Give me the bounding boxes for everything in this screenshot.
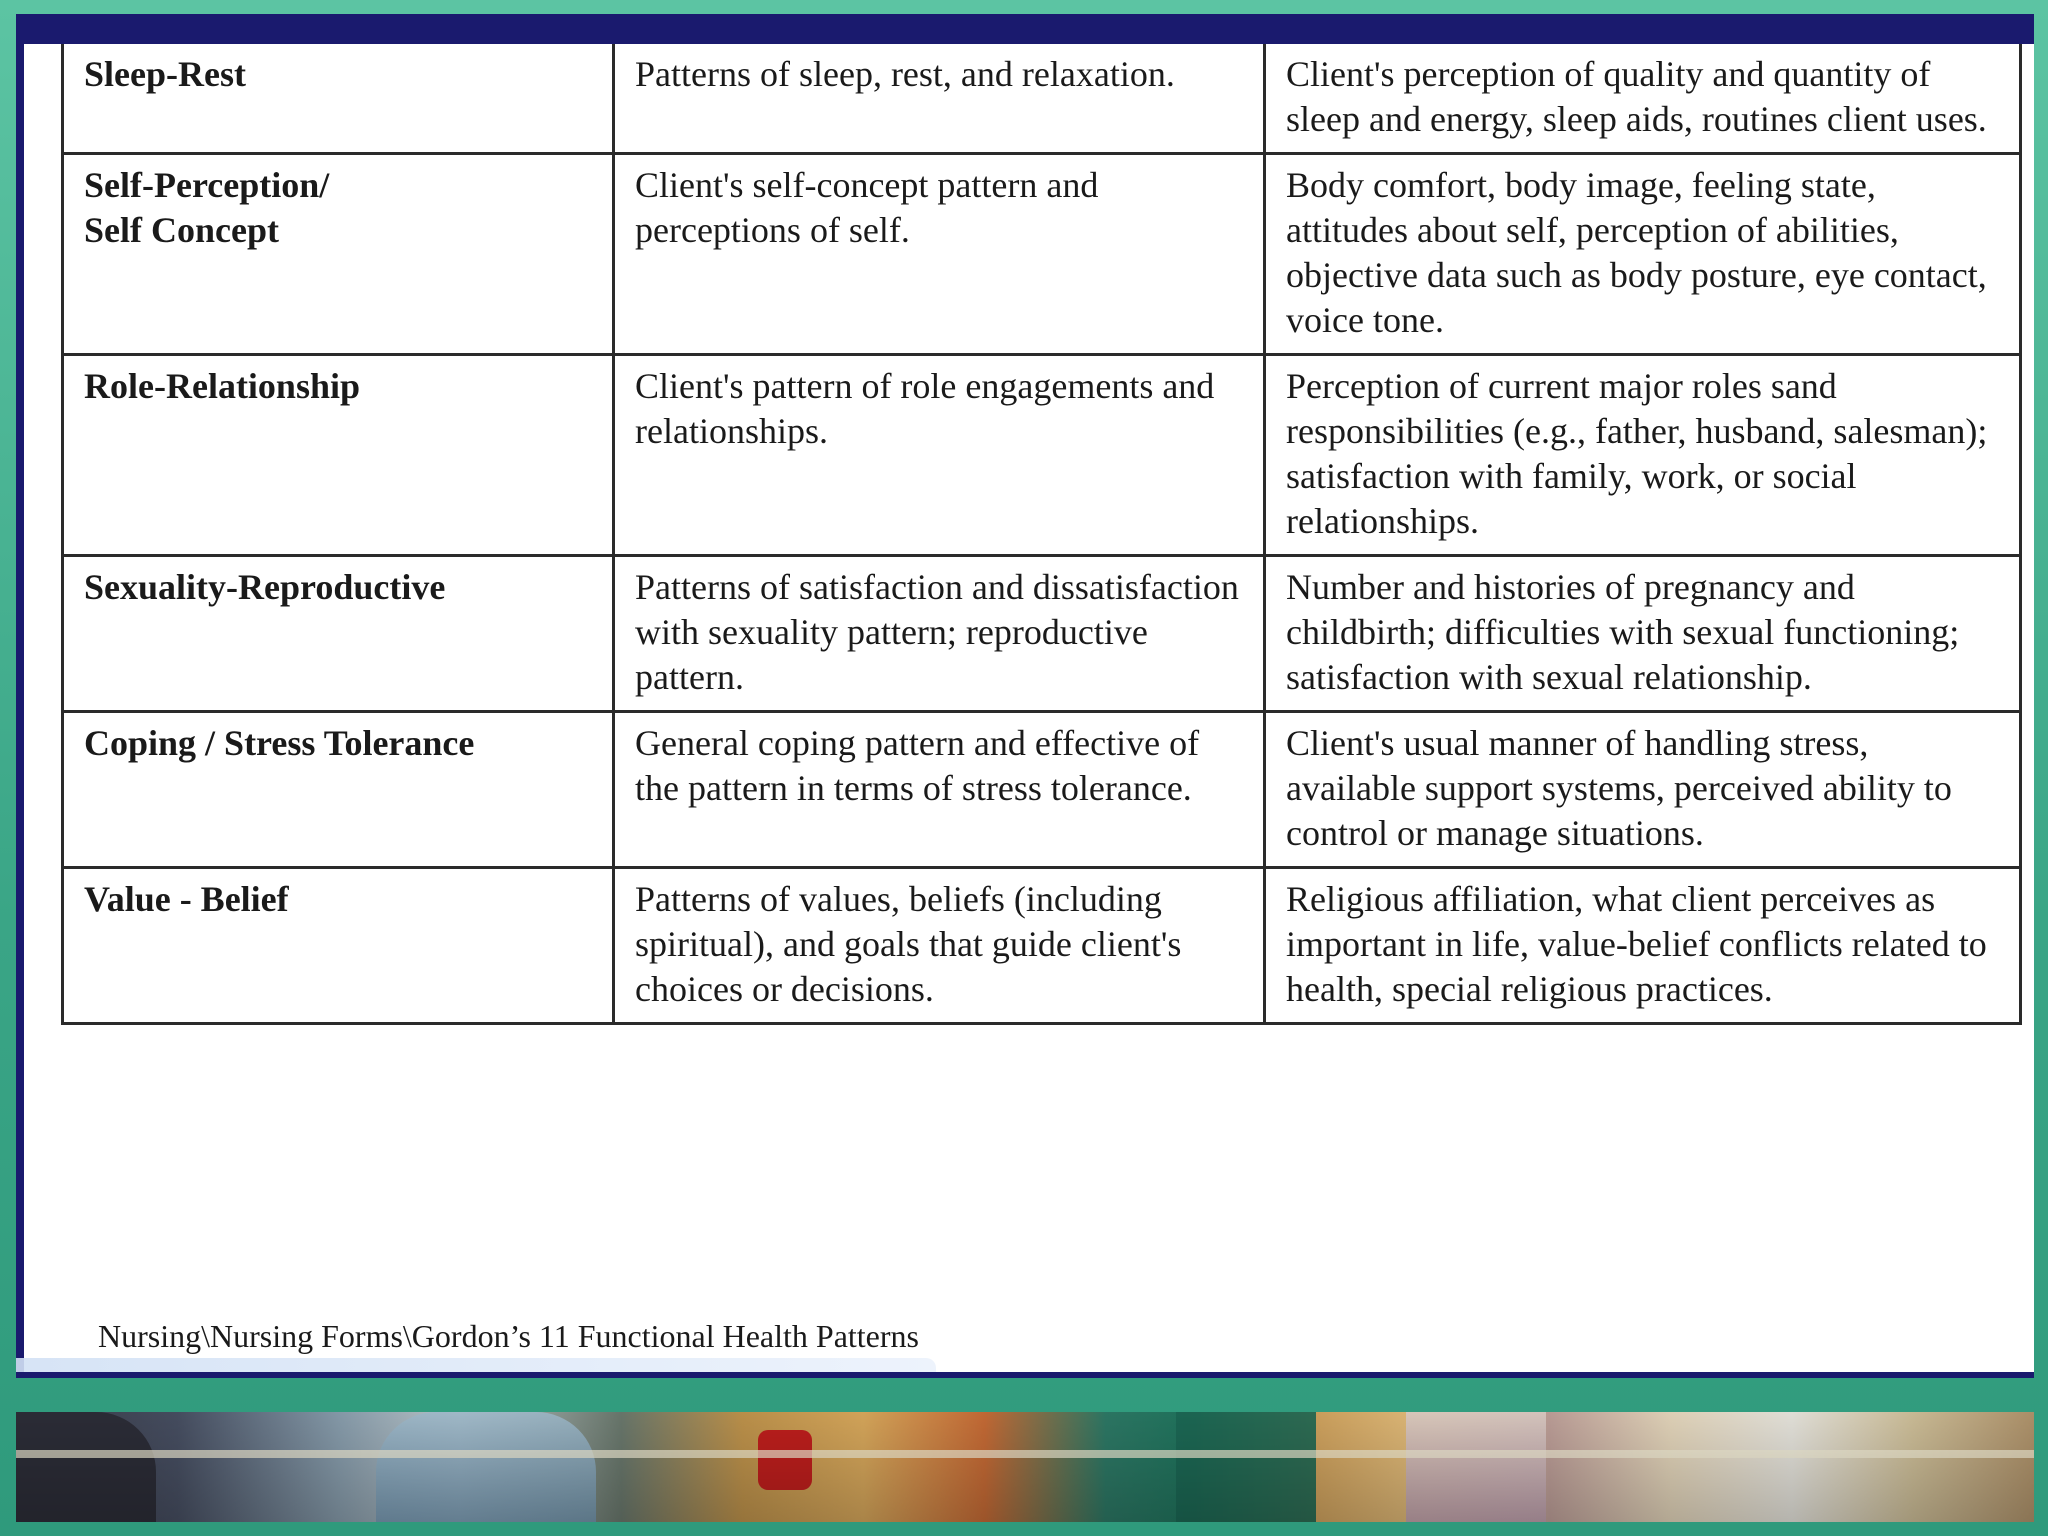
pattern-assessment-cell: Body comfort, body image, feeling state, attitudes about self, perception of abilities, objective data such as body posture, eye contact, voice tone. — [1265, 154, 2021, 355]
table-row — [63, 712, 2021, 868]
pattern-assessment-cell: Number and histories of pregnancy and childbirth; difficulties with sexual functioning; satisfaction with sexual relationship. — [1265, 556, 2021, 712]
pattern-description-cell: Client's pattern of role engagements and relationships. — [614, 355, 1265, 556]
health-patterns-table — [61, 44, 2022, 1025]
footer-file-path: Nursing\Nursing Forms\Gordon’s 11 Functional Health Patterns — [98, 1318, 919, 1354]
pattern-name-cell — [63, 44, 614, 154]
table-row — [63, 44, 2021, 154]
pattern-name-cell — [63, 154, 614, 355]
pattern-description-cell: General coping pattern and effective of the pattern in terms of stress tolerance. — [614, 712, 1265, 868]
pattern-name-cell — [63, 712, 614, 868]
table-row — [63, 868, 2021, 1024]
pattern-name-cell — [63, 556, 614, 712]
pattern-description-cell: Patterns of satisfaction and dissatisfaction with sexuality pattern; reproductive pattern. — [614, 556, 1265, 712]
pattern-assessment-cell: Client's usual manner of handling stress, available support systems, perceived ability to control or manage situations. — [1265, 712, 2021, 868]
pattern-description-cell: Client's self-concept pattern and perceptions of self. — [614, 154, 1265, 355]
pattern-name: Self Concept — [84, 210, 279, 250]
slide-top-bar — [16, 14, 2034, 44]
pattern-name: Role-Relationship — [84, 366, 361, 406]
pattern-name-cell — [63, 868, 614, 1024]
pattern-name: Sleep-Rest — [84, 54, 246, 94]
table-row — [63, 355, 2021, 556]
pattern-description-cell: Patterns of sleep, rest, and relaxation. — [614, 44, 1265, 154]
pattern-description-cell: Patterns of values, beliefs (including spiritual), and goals that guide client's choices or decisions. — [614, 868, 1265, 1024]
pattern-name: Value - Belief — [84, 879, 289, 919]
slide-bottom-line — [16, 1372, 2034, 1378]
pattern-assessment-cell: Religious affiliation, what client perceives as important in life, value-belief conflicts related to health, special religious practices. — [1265, 868, 2021, 1024]
pattern-name-cell — [63, 355, 614, 556]
photo-shade — [16, 1412, 2034, 1522]
footer-photo-banner — [16, 1412, 2034, 1522]
pattern-assessment-cell: Client's perception of quality and quantity of sleep and energy, sleep aids, routines client uses. — [1265, 44, 2021, 154]
slide — [16, 14, 2034, 1378]
table-row — [63, 154, 2021, 355]
pattern-assessment-cell: Perception of current major roles sand responsibilities (e.g., father, husband, salesman); satisfaction with family, work, or social relationships. — [1265, 355, 2021, 556]
table-row — [63, 556, 2021, 712]
slide-left-bar — [16, 14, 24, 1378]
pattern-name: Self-Perception/ — [84, 165, 330, 205]
pattern-name: Sexuality-Reproductive — [84, 567, 446, 607]
pattern-name: Coping / Stress Tolerance — [84, 723, 475, 763]
